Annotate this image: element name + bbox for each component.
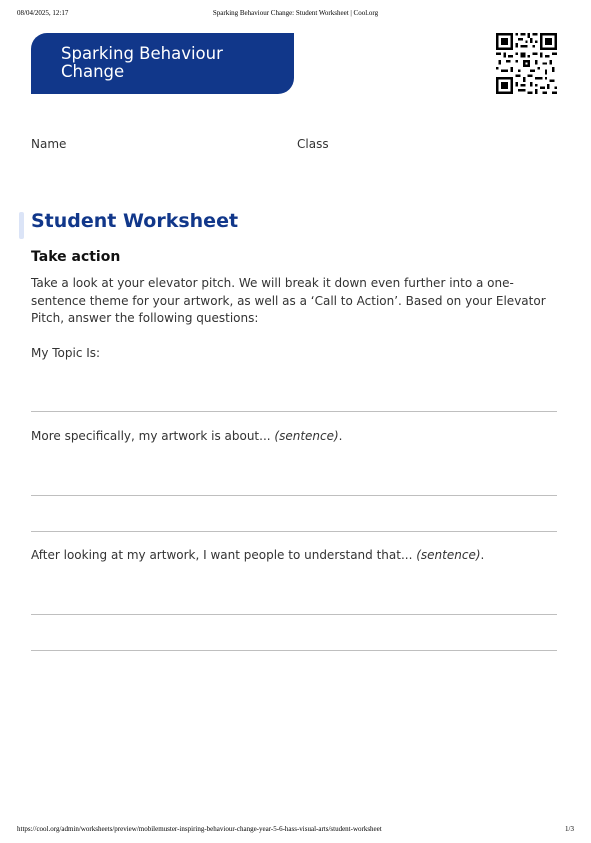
print-page-title: Sparking Behaviour Change: Student Worksheet | Cool.org: [212, 9, 379, 17]
section-accent-bar: [19, 212, 24, 239]
question-suffix: .: [480, 548, 485, 562]
qr-code-icon: [496, 33, 557, 94]
print-url: https://cool.org/admin/worksheets/preview/mobilemuster-inspiring-behaviour-change-year-5-6-hass-visual-arts/student-worksheet: [17, 825, 382, 833]
print-page-number: 1/3: [565, 825, 574, 833]
class-field-label: Class: [297, 137, 329, 151]
section-subtitle: Take action: [31, 249, 121, 265]
question-hint: (sentence): [416, 548, 481, 562]
banner-title-line-2: Change: [61, 62, 125, 81]
question-suffix: .: [338, 429, 343, 443]
answer-line[interactable]: [31, 531, 557, 532]
question-artwork-about: [31, 429, 343, 443]
banner-title-line-1: Sparking Behaviour: [61, 44, 223, 63]
intro-paragraph: Take a look at your elevator pitch. We will break it down even further into a one-sentence theme for your artwork, as well as a ‘Call to Action’. Based on your Elevator Pitch, answer the following questions:: [31, 276, 546, 325]
answer-line[interactable]: [31, 650, 557, 651]
question-text: After looking at my artwork, I want people to understand that...: [31, 548, 417, 562]
question-topic: [31, 346, 100, 360]
answer-line[interactable]: [31, 411, 557, 412]
answer-line[interactable]: [31, 614, 557, 615]
question-text: More specifically, my artwork is about...: [31, 429, 275, 443]
question-hint: (sentence): [274, 429, 339, 443]
worksheet-title: Student Worksheet: [31, 210, 239, 232]
print-datetime: 08/04/2025, 12:17: [17, 9, 69, 17]
question-people-understand: [31, 548, 484, 562]
question-text: My Topic Is:: [31, 346, 101, 360]
name-field-label: Name: [31, 137, 67, 151]
answer-line[interactable]: [31, 495, 557, 496]
worksheet-banner: [31, 33, 294, 94]
